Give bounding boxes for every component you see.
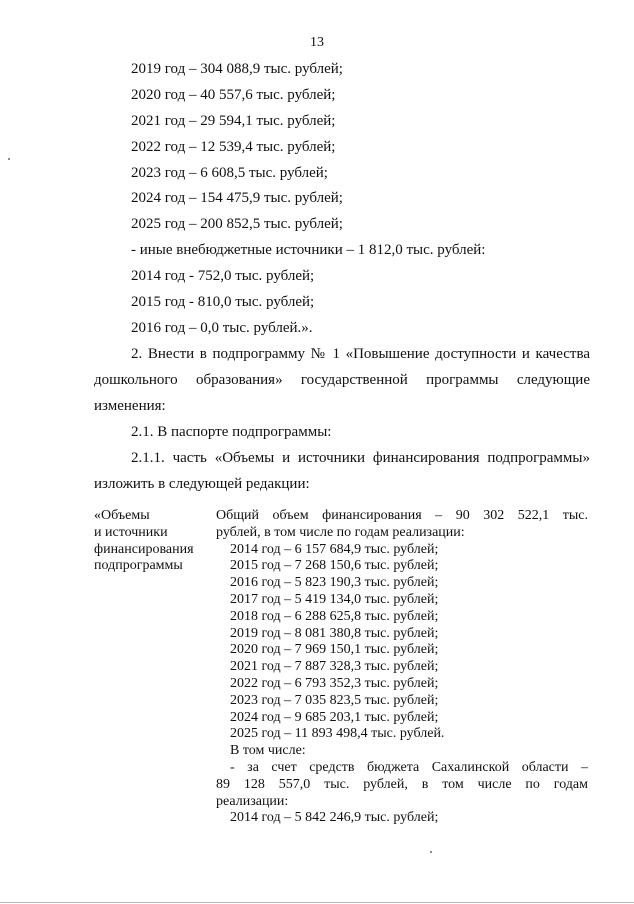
year-value: 2021 год – 7 887 328,3 тыс. рублей;: [230, 659, 439, 675]
budget-line-1: - за счет средств бюджета Сахалинской области –: [230, 759, 588, 775]
year-line: 2020 год – 40 557,6 тыс. рублей;: [131, 87, 336, 103]
label-line: «Объемы: [94, 508, 150, 523]
other-sources-line: - иные внебюджетные источники – 1 812,0 тыс. рублей:: [131, 242, 486, 258]
paragraph-2-1: 2.1. В паспорте подпрограммы:: [131, 424, 332, 440]
year-line: 2019 год – 304 088,9 тыс. рублей;: [131, 61, 343, 77]
year-value: 2014 год – 6 157 684,9 тыс. рублей;: [230, 541, 439, 557]
year-line: 2025 год – 200 852,5 тыс. рублей;: [131, 216, 343, 232]
paragraph-2-line-2: дошкольного образования» государственной программы следующие: [94, 372, 590, 388]
year-value: 2017 год – 5 419 134,0 тыс. рублей;: [230, 591, 439, 607]
budget-line-3: реализации:: [216, 793, 289, 809]
year-value: 2020 год – 7 969 150,1 тыс. рублей;: [230, 642, 439, 658]
paragraph-2-1-1-line-1: 2.1.1. часть «Объемы и источники финансирования подпрограммы»: [131, 450, 590, 466]
financing-label: [94, 508, 214, 575]
budget-year-value: 2014 год – 5 842 246,9 тыс. рублей;: [230, 810, 439, 826]
year-value: 2016 год – 5 823 190,3 тыс. рублей;: [230, 575, 439, 591]
year-line: 2015 год - 810,0 тыс. рублей;: [131, 294, 315, 310]
year-line: 2016 год – 0,0 тыс. рублей.».: [131, 320, 313, 336]
year-value: 2024 год – 9 685 203,1 тыс. рублей;: [230, 709, 439, 725]
label-line: подпрограммы: [94, 558, 183, 574]
total-line-2: рублей, в том числе по годам реализации:: [216, 524, 465, 540]
total-line-1: Общий объем финансирования – 90 302 522,1 тыс.: [216, 508, 588, 523]
scan-speck: [430, 851, 432, 853]
year-value: 2022 год – 6 793 352,3 тыс. рублей;: [230, 675, 439, 691]
budget-line-2: 89 128 557,0 тыс. рублей, в том числе по годам: [216, 776, 588, 792]
paragraph-2-line-1: 2. Внести в подпрограмму № 1 «Повышение доступности и качества: [131, 346, 590, 362]
paragraph-2-line-3: изменения:: [94, 398, 166, 414]
year-line: 2024 год – 154 475,9 тыс. рублей;: [131, 190, 343, 206]
year-value: 2023 год – 7 035 823,5 тыс. рублей;: [230, 692, 439, 708]
financing-values: [216, 508, 588, 827]
scan-speck: [8, 158, 10, 160]
year-value: 2019 год – 8 081 380,8 тыс. рублей;: [230, 625, 439, 641]
page-edge: [0, 902, 634, 903]
year-value: 2015 год – 7 268 150,6 тыс. рублей;: [230, 558, 439, 574]
year-line: 2023 год – 6 608,5 тыс. рублей;: [131, 165, 328, 181]
label-line: финансирования: [94, 541, 194, 557]
including-label: В том числе:: [230, 743, 306, 759]
page-number: 13: [310, 35, 324, 50]
label-line: и источники: [94, 524, 168, 540]
year-line: 2014 год - 752,0 тыс. рублей;: [131, 268, 315, 284]
year-line: 2022 год – 12 539,4 тыс. рублей;: [131, 139, 336, 155]
year-value: 2018 год – 6 288 625,8 тыс. рублей;: [230, 608, 439, 624]
paragraph-2-1-1-line-2: изложить в следующей редакции:: [94, 476, 310, 492]
year-value: 2025 год – 11 893 498,4 тыс. рублей.: [230, 726, 445, 742]
year-line: 2021 год – 29 594,1 тыс. рублей;: [131, 113, 336, 129]
